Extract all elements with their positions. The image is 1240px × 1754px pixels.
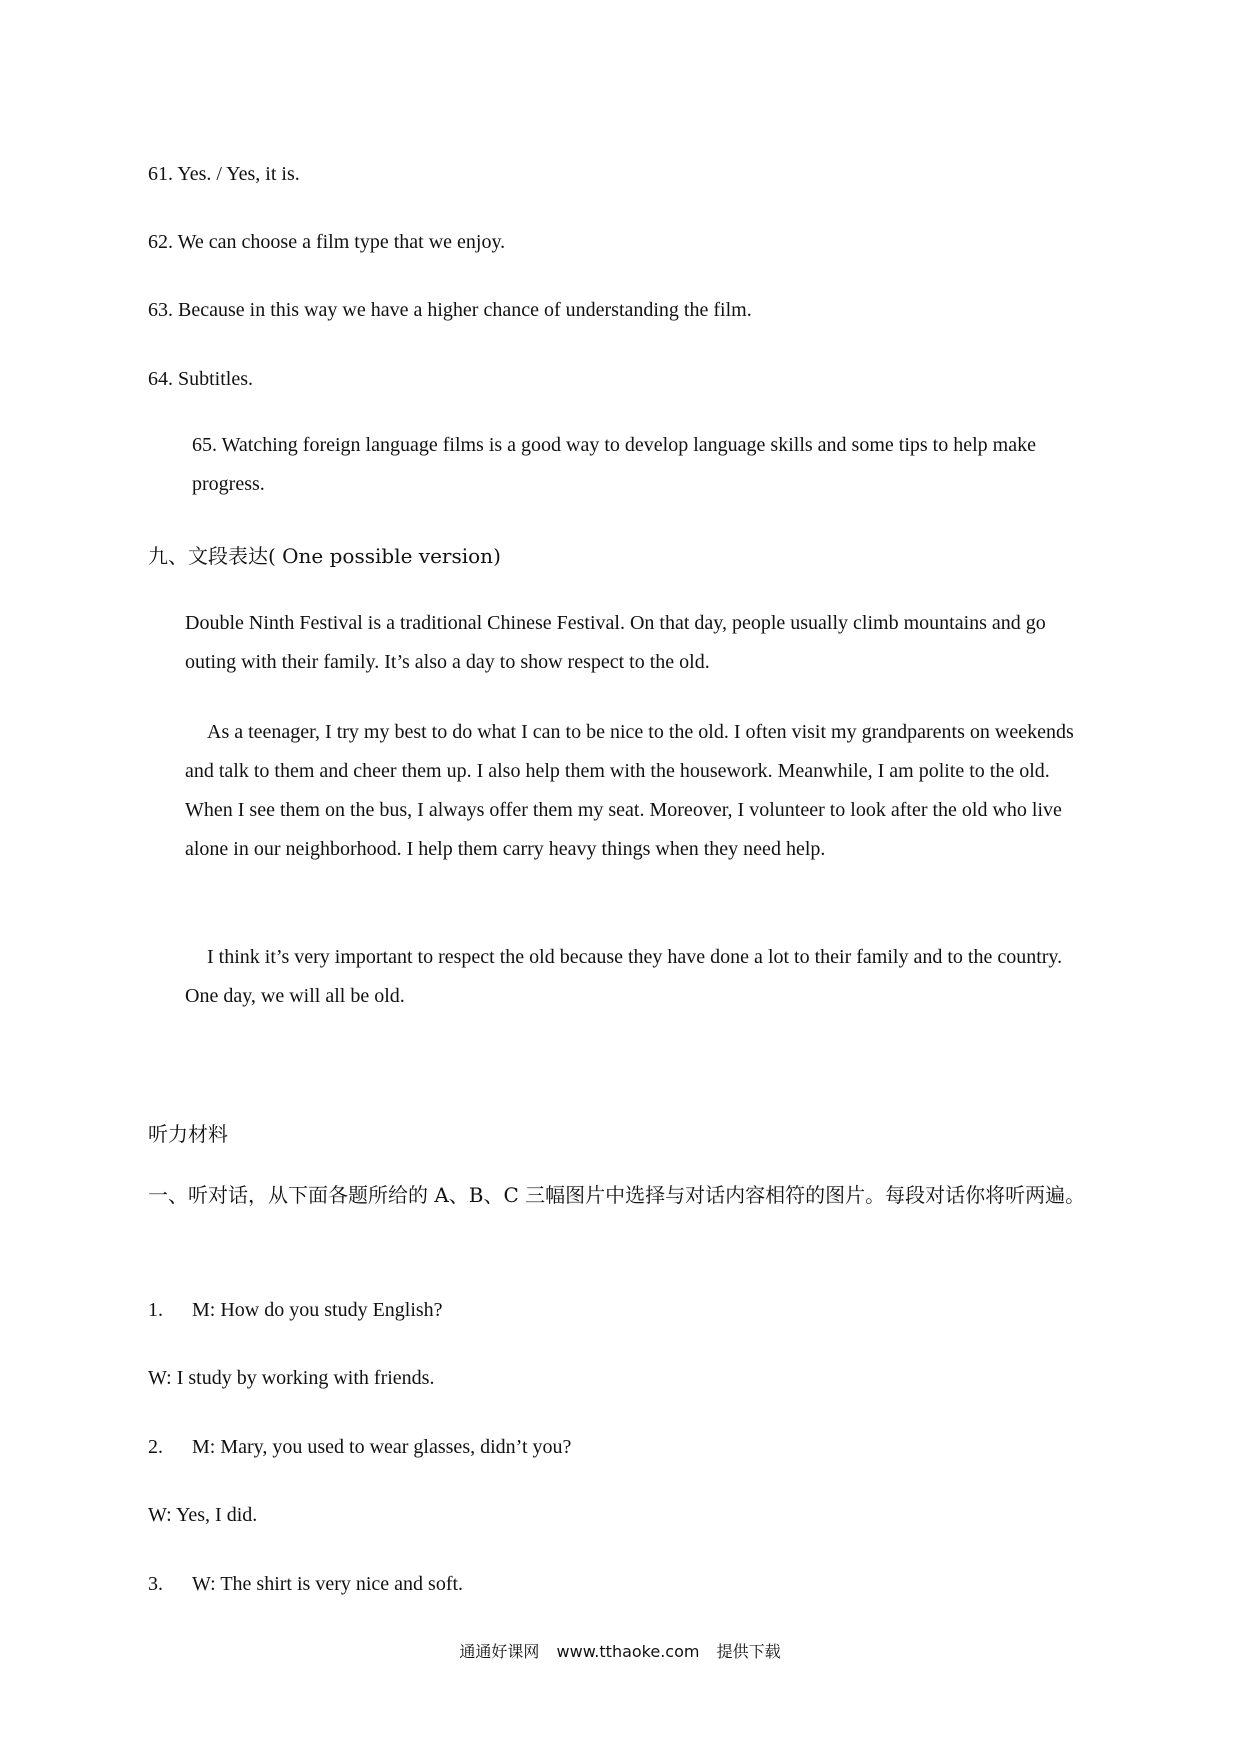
listening-title: 听力材料 (148, 1122, 228, 1146)
dialogue-1-question (148, 1298, 443, 1322)
dialogue-2-answer: W: Yes, I did. (148, 1504, 258, 1526)
dialogue-2-question (148, 1435, 571, 1459)
dialogue-line: W: The shirt is very nice and soft. (192, 1573, 464, 1595)
answer-63: 63. Because in this way we have a higher chance of understanding the film. (148, 299, 752, 321)
listening-instruction: 一、听对话，从下面各题所给的 A、B、C 三幅图片中选择与对话内容相符的图片。每段对话你将听两遍。 (148, 1183, 1086, 1207)
dialogue-number: 1. (148, 1299, 163, 1321)
writing-paragraph-1: Double Ninth Festival is a traditional Chinese Festival. On that day, people usually climb mountains and go outing with their family. It’s also a day to show respect to the old. (185, 612, 1046, 673)
dialogue-number: 2. (148, 1436, 163, 1458)
answer-64: 64. Subtitles. (148, 368, 254, 390)
answer-61: 61. Yes. / Yes, it is. (148, 163, 300, 185)
dialogue-1-answer: W: I study by working with friends. (148, 1367, 435, 1389)
answer-65: 65. Watching foreign language films is a good way to develop language skills and some tips to help make progress. (192, 434, 1036, 495)
writing-heading: 九、文段表达( One possible version) (148, 544, 501, 568)
footer-suffix: 提供下载 (716, 1642, 781, 1661)
writing-paragraph-2: As a teenager, I try my best to do what I can to be nice to the old. I often visit my grandparents on weekends and talk to them and cheer them up. I also help them with the housework. Meanwhile, I am polite to the old. When I see them on the bus, I always offer them my seat. Moreover, I volunteer to look after the old who live alone in our neighborhood. I help them carry heavy things when they need help. (185, 721, 1074, 860)
footer-site-name: 通通好课网 (459, 1642, 540, 1661)
answer-62: 62. We can choose a film type that we enjoy. (148, 231, 506, 253)
dialogue-3-question (148, 1572, 463, 1596)
dialogue-line: M: How do you study English? (192, 1299, 443, 1321)
dialogue-line: M: Mary, you used to wear glasses, didn’t you? (192, 1436, 572, 1458)
page-footer (0, 1641, 1240, 1663)
dialogue-number: 3. (148, 1573, 163, 1595)
writing-paragraph-3: I think it’s very important to respect the old because they have done a lot to their family and to the country. One day, we will all be old. (185, 946, 1063, 1007)
footer-url[interactable]: www.tthaoke.com (556, 1642, 700, 1661)
